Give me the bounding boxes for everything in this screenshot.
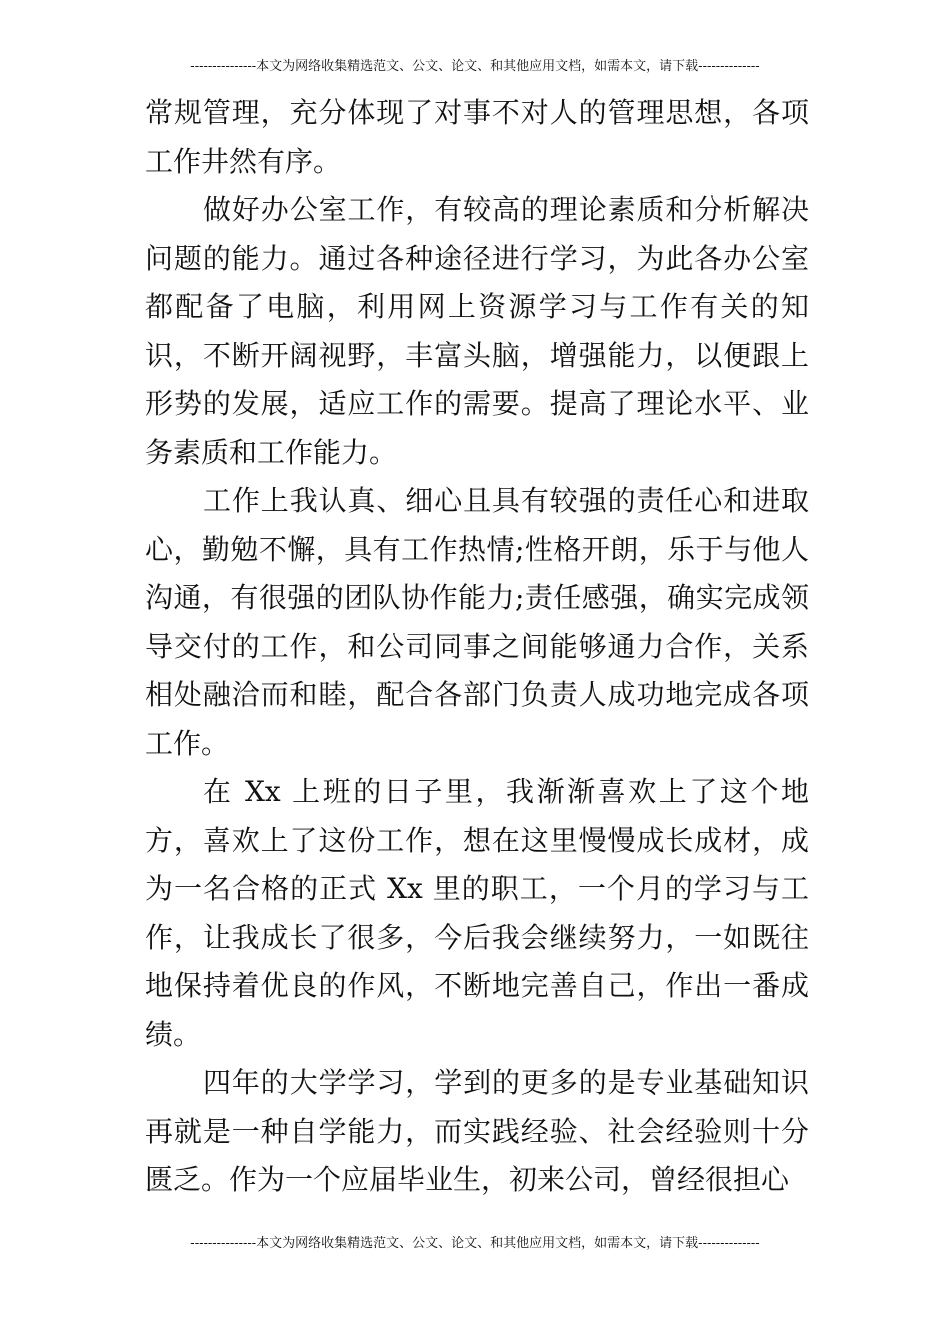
paragraph: 做好办公室工作，有较高的理论素质和分析解决问题的能力。通过各种途径进行学习，为此各办公室都配备了电脑，利用网上资源学习与工作有关的知识，不断开阔视野，丰富头脑，增强能力，以便跟上形势的发展，适应工作的需要。提高了理论水平、业务素质和工作能力。 bbox=[145, 193, 809, 469]
paragraph: 工作上我认真、细心且具有较强的责任心和进取心，勤勉不懈，具有工作热情;性格开朗，乐于与他人沟通，有很强的团队协作能力;责任感强，确实完成领导交付的工作，和公司同事之间能够通力合作，关系相处融洽而和睦，配合各部门负责人成功地完成各项工作。 bbox=[145, 484, 809, 760]
footer-banner: ---------------本文为网络收集精选范文、公文、论文、和其他应用文档，如需本文，请下载-------------- bbox=[190, 1236, 760, 1251]
paragraph: 四年的大学学习，学到的更多的是专业基础知识再就是一种自学能力，而实践经验、社会经验则十分匮乏。作为一个应届毕业生，初来公司，曾经很担心 bbox=[145, 1066, 809, 1196]
paragraph: 在 Xx 上班的日子里，我渐渐喜欢上了这个地方，喜欢上了这份工作，想在这里慢慢成长成材，成为一名合格的正式 Xx 里的职工，一个月的学习与工作，让我成长了很多，今后我会继续努力，一如既往地保持着优良的作风，不断地完善自己，作出一番成绩。 bbox=[145, 775, 809, 1051]
paragraph-continuation: 常规管理，充分体现了对事不对人的管理思想，各项工作井然有序。 bbox=[145, 96, 809, 178]
document-body bbox=[145, 89, 809, 1205]
header-banner: ---------------本文为网络收集精选范文、公文、论文、和其他应用文档，如需本文，请下载-------------- bbox=[190, 59, 760, 74]
